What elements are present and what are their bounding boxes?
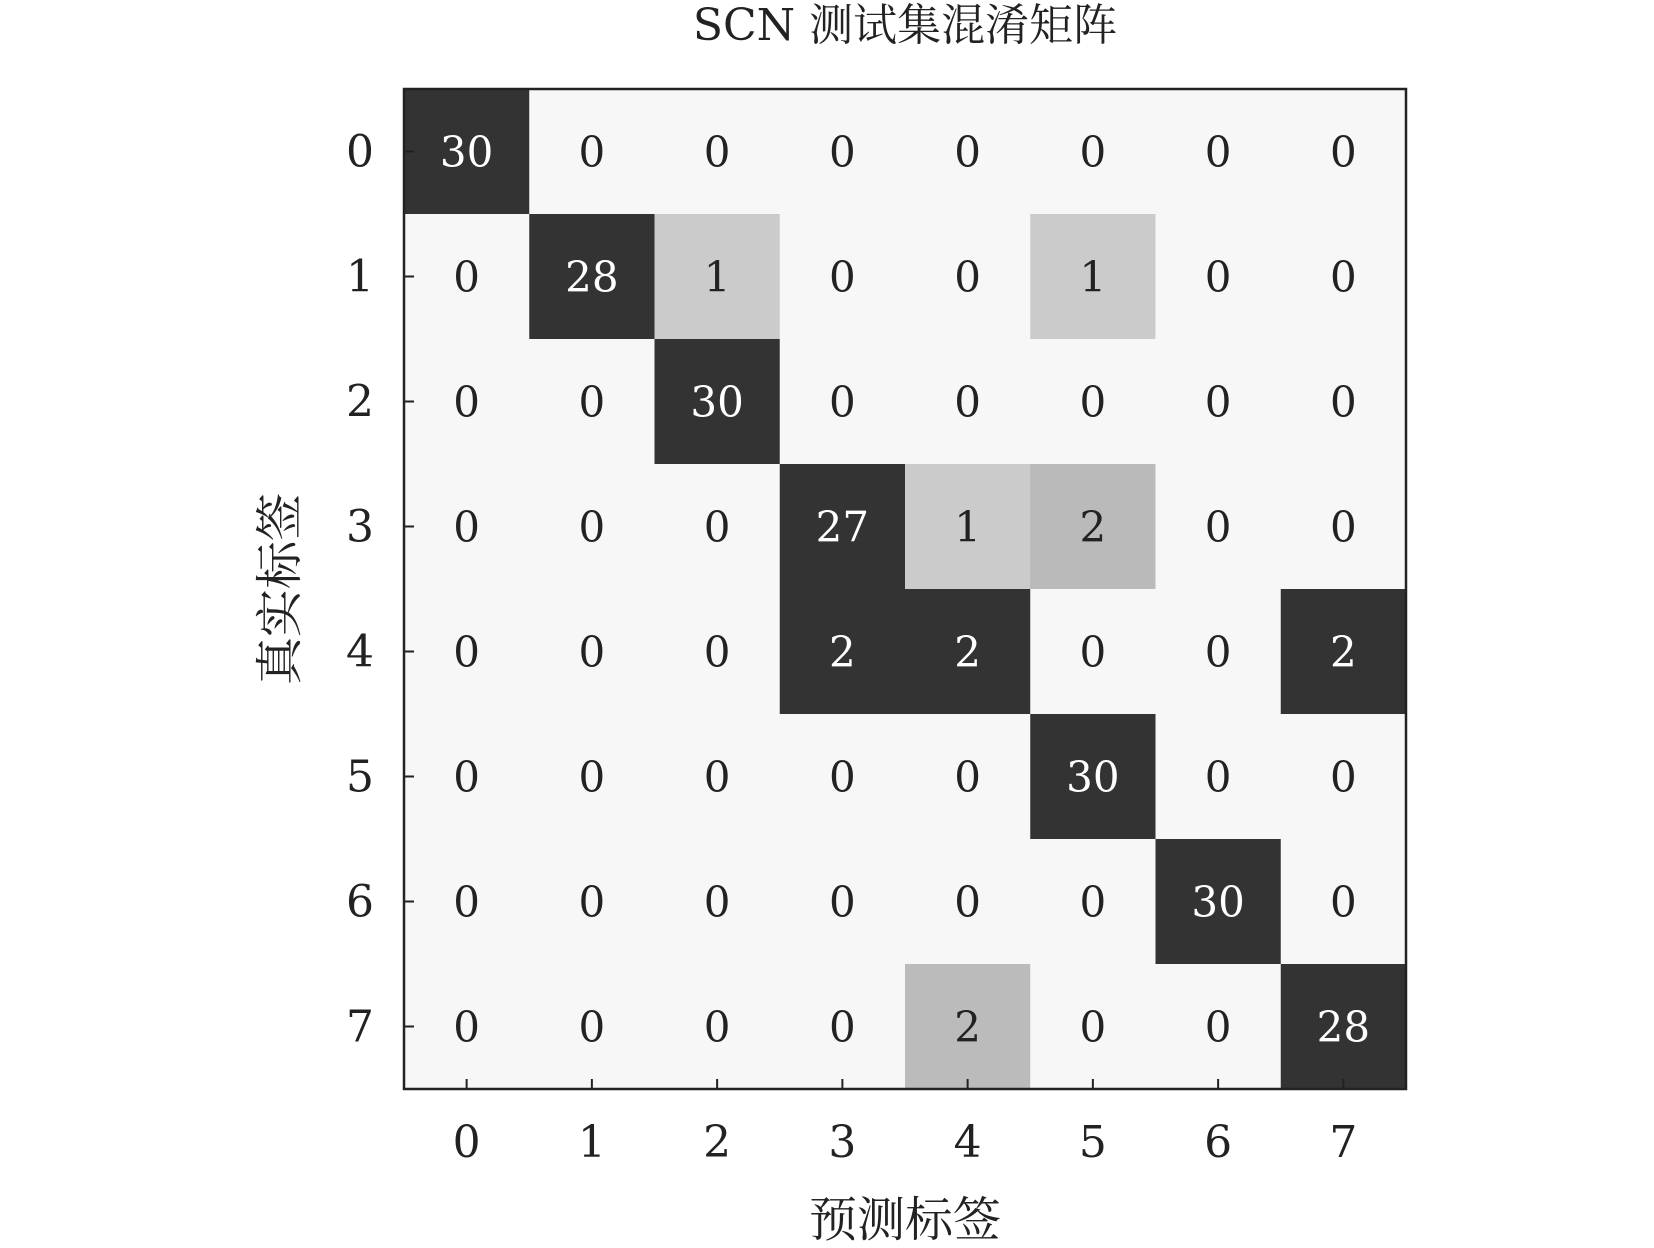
x-tick-label: 6 [1204, 1117, 1233, 1168]
cell-value-label: 1 [954, 502, 981, 552]
cell-value-label: 2 [954, 627, 981, 677]
cell-value-label: 30 [1066, 752, 1120, 802]
x-tick-label: 7 [1329, 1117, 1358, 1168]
cell-value-label: 2 [829, 627, 856, 677]
cell-value-label: 28 [565, 252, 619, 302]
cell-value-label: 0 [1204, 377, 1232, 427]
y-tick-label: 2 [346, 376, 374, 428]
cell-value-label: 0 [703, 627, 731, 677]
y-tick-label: 0 [346, 126, 374, 178]
cell-value-label: 0 [1204, 252, 1232, 302]
cell-value-label: 0 [703, 1002, 731, 1052]
y-tick-label: 3 [346, 501, 374, 553]
y-tick-label: 1 [346, 251, 374, 303]
heatmap-cells [404, 89, 1407, 1090]
cell-value-label: 0 [453, 877, 480, 927]
cell-value-label: 0 [703, 752, 731, 802]
x-tick-label: 2 [703, 1117, 732, 1168]
cell-value-label: 1 [703, 252, 731, 302]
cell-value-label: 1 [1079, 252, 1107, 302]
cell-value-label: 2 [1330, 627, 1357, 677]
chart-title: SCN 测试集混淆矩阵 [692, 0, 1118, 51]
cell-value-label: 0 [1330, 752, 1357, 802]
y-tick-label: 5 [346, 751, 374, 803]
cell-value-label: 0 [703, 502, 731, 552]
cell-value-label: 0 [1079, 377, 1107, 427]
cell-value-label: 2 [1079, 502, 1107, 552]
cell-value-label: 0 [829, 877, 856, 927]
cell-value-label: 0 [954, 127, 981, 177]
cell-value-label: 0 [1330, 877, 1357, 927]
cell-value-label: 0 [829, 377, 856, 427]
cell-value-label: 0 [954, 377, 981, 427]
cell-value-label: 0 [954, 752, 981, 802]
y-tick-label: 4 [346, 626, 374, 678]
x-tick-label: 1 [577, 1117, 606, 1168]
cell-value-label: 0 [829, 1002, 856, 1052]
cell-value-label: 0 [578, 502, 606, 552]
x-tick-label: 4 [953, 1117, 982, 1168]
cell-value-label: 30 [690, 377, 744, 427]
cell-value-label: 0 [453, 502, 480, 552]
cell-value-label: 0 [1204, 627, 1232, 677]
cell-value-label: 27 [815, 502, 870, 552]
cell-value-label: 0 [578, 377, 606, 427]
cell-value-label: 0 [1204, 502, 1232, 552]
cell-value-label: 0 [1079, 127, 1107, 177]
cell-value-label: 0 [578, 627, 606, 677]
cell-value-label: 0 [453, 627, 480, 677]
cell-value-label: 0 [1330, 127, 1357, 177]
cell-value-label: 0 [453, 1002, 480, 1052]
cell-value-label: 0 [1330, 502, 1357, 552]
cell-value-label: 0 [1204, 127, 1232, 177]
cell-value-label: 0 [453, 752, 480, 802]
y-axis-title: 真实标签 [252, 492, 308, 686]
cell-value-label: 0 [578, 1002, 606, 1052]
cell-value-label: 0 [578, 127, 606, 177]
cell-value-label: 30 [439, 127, 494, 177]
cell-value-label: 0 [954, 252, 981, 302]
cell-value-label: 28 [1316, 1002, 1371, 1052]
x-tick-label: 3 [828, 1117, 857, 1168]
cell-value-label: 0 [1079, 627, 1107, 677]
cell-value-label: 0 [829, 252, 856, 302]
cell-value-label: 2 [954, 1002, 981, 1052]
cell-value-label: 0 [829, 127, 856, 177]
cell-value-label: 0 [1330, 377, 1357, 427]
y-tick-label: 6 [346, 876, 374, 928]
cell-value-label: 0 [829, 752, 856, 802]
x-axis-title: 预测标签 [808, 1192, 1002, 1243]
cell-value-label: 0 [578, 752, 606, 802]
cell-value-label: 0 [954, 877, 981, 927]
cell-value-label: 0 [1330, 252, 1357, 302]
x-tick-label: 0 [452, 1117, 481, 1168]
cell-value-label: 0 [703, 127, 731, 177]
cell-value-label: 0 [453, 377, 480, 427]
cell-value-label: 0 [703, 877, 731, 927]
cell-value-label: 0 [1204, 752, 1232, 802]
cell-value-label: 0 [578, 877, 606, 927]
cell-value-label: 0 [1079, 877, 1107, 927]
cell-value-label: 30 [1191, 877, 1245, 927]
y-tick-label: 7 [346, 1001, 374, 1053]
cell-value-label: 0 [453, 252, 480, 302]
cell-value-label: 0 [1204, 1002, 1232, 1052]
cell-value-label: 0 [1079, 1002, 1107, 1052]
x-tick-label: 5 [1078, 1117, 1107, 1168]
